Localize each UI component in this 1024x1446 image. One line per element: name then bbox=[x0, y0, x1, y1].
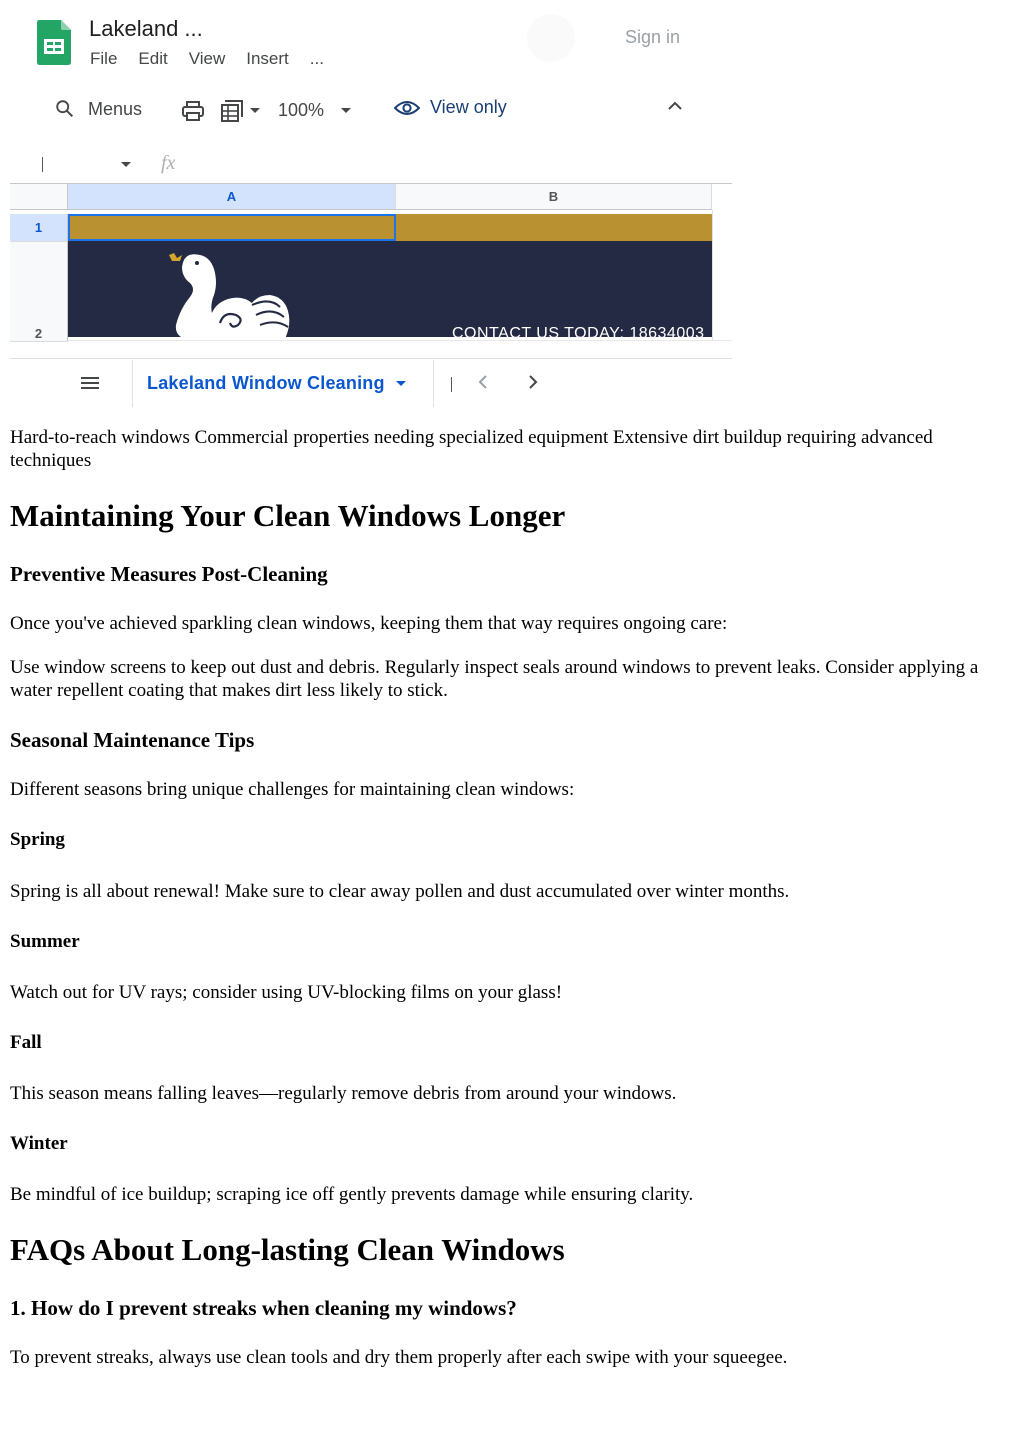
subheading-preventive: Preventive Measures Post-Cleaning bbox=[10, 562, 328, 586]
season-text-winter: Be mindful of ice buildup; scraping ice off gently prevents damage while ensuring clarity. bbox=[10, 1184, 694, 1205]
search-menus-button[interactable] bbox=[54, 98, 142, 120]
zoom-select[interactable] bbox=[278, 100, 352, 121]
sheet-tab-bar bbox=[0, 360, 740, 408]
sheet-tab-label: Lakeland Window Cleaning bbox=[147, 373, 385, 393]
format-icon bbox=[219, 99, 243, 123]
formula-bar bbox=[0, 150, 740, 180]
eye-icon bbox=[394, 99, 420, 117]
row-header-2[interactable]: 2 bbox=[10, 242, 68, 342]
print-icon bbox=[181, 100, 205, 122]
chevron-right-icon[interactable] bbox=[527, 374, 539, 390]
season-heading-fall: Fall bbox=[10, 1032, 42, 1053]
swan-logo bbox=[160, 245, 300, 337]
faq-answer-1: To prevent streaks, always use clean tools and dry them properly after each swipe with your squeegee. bbox=[10, 1347, 788, 1368]
chevron-left-icon[interactable] bbox=[477, 374, 489, 390]
column-header-b[interactable]: B bbox=[396, 184, 712, 210]
menu-view[interactable]: View bbox=[188, 49, 226, 68]
column-header-a[interactable]: A bbox=[68, 184, 396, 210]
chevron-up-icon bbox=[667, 101, 683, 111]
menu-more[interactable]: ... bbox=[309, 49, 324, 68]
section-heading-faqs: FAQs About Long-lasting Clean Windows bbox=[10, 1232, 565, 1267]
print-button[interactable] bbox=[181, 100, 205, 122]
view-only-button[interactable] bbox=[394, 97, 507, 118]
name-box[interactable] bbox=[42, 157, 43, 172]
menu-edit[interactable]: Edit bbox=[138, 49, 168, 68]
dropdown-arrow-icon bbox=[340, 107, 352, 115]
sheets-embed bbox=[0, 0, 740, 410]
subheading-seasonal: Seasonal Maintenance Tips bbox=[10, 728, 255, 752]
zoom-value: 100% bbox=[278, 100, 325, 120]
intro-paragraph: Hard-to-reach windows Commercial properties needing specialized equipment Extensive dirt buildup requiring advanced techniques bbox=[10, 427, 933, 471]
spreadsheet-grid bbox=[10, 184, 732, 359]
search-label: Menus bbox=[88, 98, 143, 119]
hamburger-menu-icon[interactable] bbox=[80, 375, 100, 391]
toolbar bbox=[0, 88, 740, 134]
view-mode-label: View only bbox=[430, 97, 507, 117]
menu-bar bbox=[90, 49, 345, 69]
dropdown-arrow-icon bbox=[249, 107, 261, 115]
faq-question-1: 1. How do I prevent streaks when cleaning my windows? bbox=[10, 1296, 517, 1320]
season-heading-spring: Spring bbox=[10, 829, 65, 850]
section-heading-maintaining: Maintaining Your Clean Windows Longer bbox=[10, 498, 566, 533]
divider bbox=[451, 377, 452, 392]
sheets-logo-icon[interactable] bbox=[37, 20, 71, 65]
menu-file[interactable]: File bbox=[90, 49, 118, 68]
tab-lakeland-window-cleaning[interactable] bbox=[132, 360, 434, 407]
row-header-1[interactable]: 1 bbox=[10, 214, 68, 242]
dropdown-arrow-icon bbox=[395, 380, 407, 388]
cell-a1[interactable] bbox=[68, 214, 396, 241]
paragraph-preventive-list: Use window screens to keep out dust and debris. Regularly inspect seals around windows to prevent leaks. Consider applying a water repellent coating that makes dirt less likely to stick. bbox=[10, 657, 979, 701]
season-text-spring: Spring is all about renewal! Make sure to clear away pollen and dust accumulated over winter months. bbox=[10, 881, 790, 902]
season-heading-summer: Summer bbox=[10, 931, 80, 952]
format-menu-button[interactable] bbox=[219, 99, 261, 123]
season-text-summer: Watch out for UV rays; consider using UV-blocking films on your glass! bbox=[10, 982, 563, 1003]
menu-insert[interactable]: Insert bbox=[246, 49, 289, 68]
sign-in-button[interactable]: Sign in bbox=[625, 27, 681, 47]
dropdown-arrow-icon[interactable] bbox=[120, 161, 132, 169]
fx-icon: fx bbox=[161, 152, 176, 174]
select-all-corner[interactable] bbox=[10, 184, 68, 210]
banner-image bbox=[68, 241, 712, 337]
vertical-scrollbar[interactable] bbox=[712, 210, 732, 340]
horizontal-scrollbar[interactable] bbox=[68, 340, 732, 358]
banner-contact-text: CONTACT US TODAY: 18634003 bbox=[452, 325, 705, 337]
season-text-fall: This season means falling leaves—regularly remove debris from around your windows. bbox=[10, 1083, 677, 1104]
paragraph-preventive-intro: Once you've achieved sparkling clean windows, keeping them that way requires ongoing care: bbox=[10, 613, 728, 634]
avatar bbox=[527, 14, 575, 62]
document-title: Lakeland ... bbox=[89, 16, 203, 41]
cell-b1[interactable] bbox=[396, 214, 712, 241]
collapse-toolbar-button[interactable] bbox=[667, 101, 683, 111]
search-icon bbox=[54, 98, 76, 120]
paragraph-seasonal-intro: Different seasons bring unique challenges for maintaining clean windows: bbox=[10, 779, 575, 800]
season-heading-winter: Winter bbox=[10, 1133, 68, 1154]
